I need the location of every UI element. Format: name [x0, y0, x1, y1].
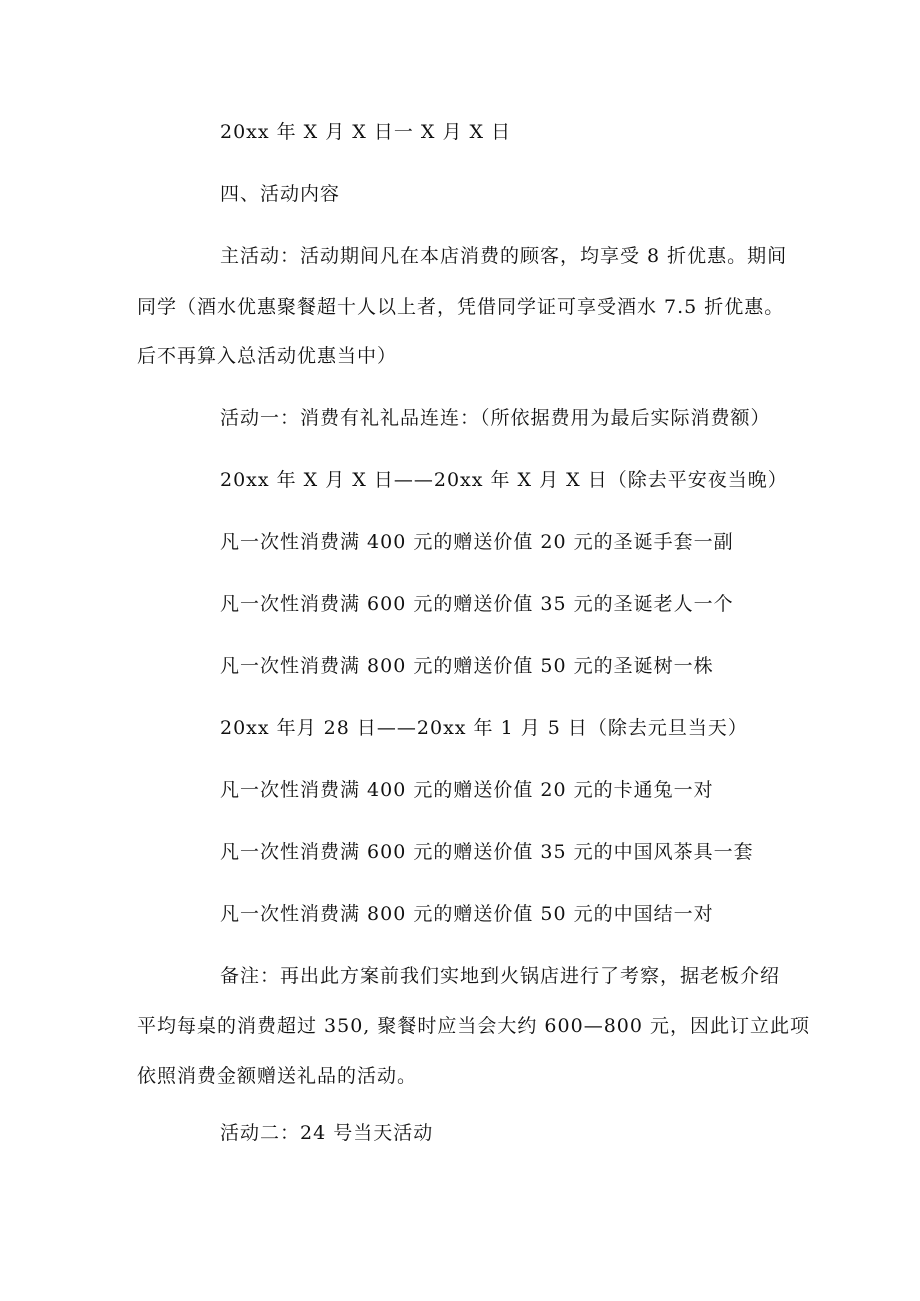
activity-one-heading: 活动一：消费有礼礼品连连：（所依据费用为最后实际消费额） [220, 407, 771, 429]
activity-one-period-2: 20xx 年月 28 日——20xx 年 1 月 5 日（除去元旦当天） [220, 717, 748, 739]
remark-line-3: 依照消费金额赠送礼品的活动。 [137, 1065, 418, 1087]
activity-two-heading: 活动二：24 号当天活动 [220, 1122, 434, 1144]
gift-rule-line: 凡一次性消费满 600 元的赠送价值 35 元的中国风茶具一套 [220, 841, 754, 863]
gift-rule-line: 凡一次性消费满 400 元的赠送价值 20 元的卡通兔一对 [220, 779, 714, 801]
activity-one-period-1: 20xx 年 X 月 X 日——20xx 年 X 月 X 日（除去平安夜当晚） [220, 469, 788, 491]
main-activity-line-2: 同学（酒水优惠聚餐超十人以上者，凭借同学证可享受酒水 7.5 折优惠。 [137, 296, 785, 318]
main-activity-line-3: 后不再算入总活动优惠当中） [137, 345, 398, 367]
date-range-line: 20xx 年 X 月 X 日一 X 月 X 日 [220, 121, 512, 143]
main-activity-line-1: 主活动：活动期间凡在本店消费的顾客，均享受 8 折优惠。期间 [220, 245, 788, 267]
gift-rule-line: 凡一次性消费满 800 元的赠送价值 50 元的中国结一对 [220, 903, 714, 925]
gift-rule-line: 凡一次性消费满 600 元的赠送价值 35 元的圣诞老人一个 [220, 593, 734, 615]
section-heading: 四、活动内容 [220, 183, 341, 205]
remark-line-2: 平均每桌的消费超过 350, 聚餐时应当会大约 600—800 元，因此订立此项 [137, 1015, 810, 1037]
gift-rule-line: 凡一次性消费满 400 元的赠送价值 20 元的圣诞手套一副 [220, 531, 734, 553]
gift-rule-line: 凡一次性消费满 800 元的赠送价值 50 元的圣诞树一株 [220, 655, 714, 677]
remark-line-1: 备注：再出此方案前我们实地到火锅店进行了考察，据老板介绍 [220, 965, 781, 987]
